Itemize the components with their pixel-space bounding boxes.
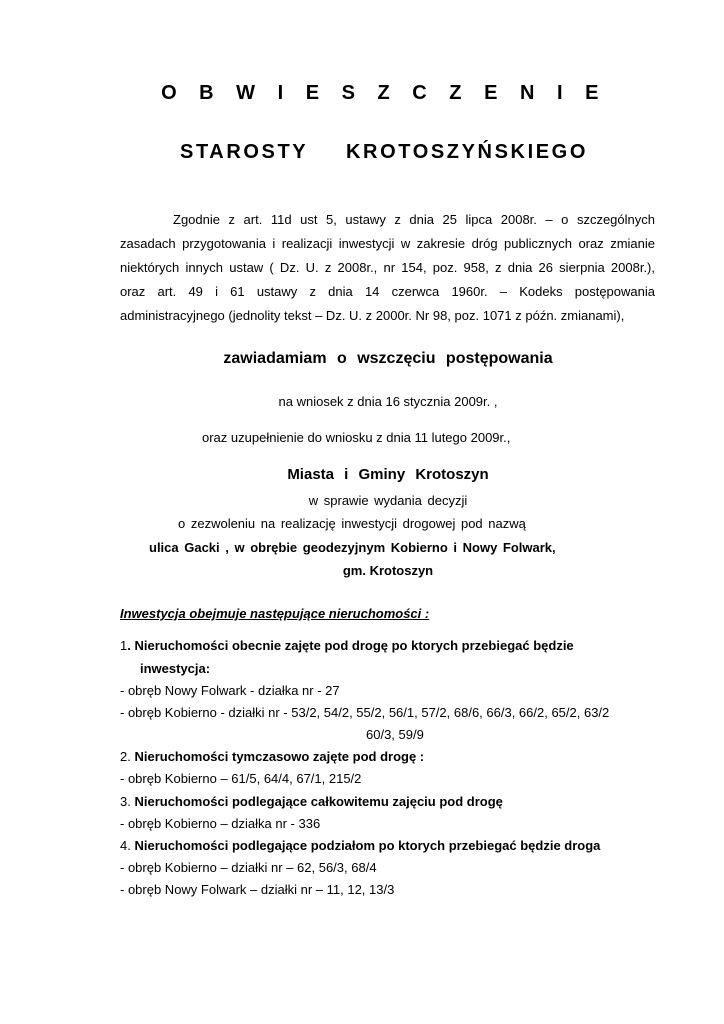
document-title: O B W I E S Z C Z E N I E — [161, 82, 607, 104]
section-4-title — [120, 838, 600, 853]
section-1-title-cont: inwestycja: — [140, 661, 211, 676]
document-subtitle: STAROSTY KROTOSZYŃSKIEGO — [180, 141, 588, 163]
permit-text: o zezwoleniu na realizację inwestycji drogowej pod nazwą — [178, 516, 526, 531]
intro-line: Zgodnie z art. 11d ust 5, ustawy z dnia 25 lipca 2008r. – o szczególnych — [173, 212, 655, 227]
list-item: - obręb Nowy Folwark - działka nr - 27 — [120, 683, 340, 698]
request-date: na wniosek z dnia 16 stycznia 2009r. , — [278, 394, 498, 409]
section-title: Nieruchomości tymczasowo zajęte pod drogę : — [134, 749, 425, 764]
section-2-title — [120, 749, 424, 764]
intro-paragraph — [120, 208, 655, 328]
list-item-cont: 60/3, 59/9 — [366, 727, 424, 742]
section-number: 1 — [120, 638, 128, 653]
announcement-heading: zawiadamiam o wszczęciu postępowania — [223, 350, 553, 367]
list-item: - obręb Kobierno – działki nr – 62, 56/3, 68/4 — [120, 860, 377, 875]
list-item: - obręb Kobierno – działka nr - 336 — [120, 816, 321, 831]
list-item: - obręb Kobierno – 61/5, 64/4, 67/1, 215/2 — [120, 771, 362, 786]
section-title: Nieruchomości podlegające podziałom po ktorych przebiegać będzie droga — [134, 838, 601, 853]
list-item: - obręb Nowy Folwark – działki nr – 11, 12, 13/3 — [120, 882, 395, 897]
section-number: 2. — [120, 749, 131, 764]
section-number: 4. — [120, 838, 131, 853]
intro-line: oraz art. 49 i 61 ustawy z dnia 14 czerwca 1960r. – Kodeks postępowania — [120, 284, 655, 299]
intro-line: administracyjnego (jednolity tekst – Dz. U. z 2000r. Nr 98, poz. 1071 z późn. zmianami), — [120, 308, 625, 323]
list-item: - obręb Kobierno - działki nr - 53/2, 54/2, 55/2, 56/1, 57/2, 68/6, 66/3, 66/2, 65/2, 63/2 — [120, 705, 610, 720]
supplement-date: oraz uzupełnienie do wniosku z dnia 11 lutego 2009r., — [202, 430, 511, 445]
street-name: ulica Gacki , w obrębie geodezyjnym Kobierno i Nowy Folwark, — [149, 540, 556, 555]
commune-name: gm. Krotoszyn — [342, 563, 434, 578]
section-3-title — [120, 794, 503, 809]
section-title: . Nieruchomości obecnie zajęte pod drogę po ktorych przebiegać będzie — [127, 638, 574, 653]
intro-line: niektórych innych ustaw ( Dz. U. z 2008r., nr 154, poz. 958, z dnia 26 sierpnia 2008r.), — [120, 260, 655, 275]
applicant-name: Miasta i Gminy Krotoszyn — [287, 466, 489, 483]
section-title: Nieruchomości podlegające całkowitemu zajęciu pod drogę — [134, 794, 503, 809]
matter-text: w sprawie wydania decyzji — [308, 493, 468, 508]
investment-heading: Inwestycja obejmuje następujące nieruchomości : — [120, 606, 430, 621]
intro-line: zasadach przygotowania i realizacji inwestycji w zakresie dróg publicznych oraz zmianie — [120, 236, 655, 251]
section-number: 3. — [120, 794, 131, 809]
section-1-title — [120, 638, 574, 653]
